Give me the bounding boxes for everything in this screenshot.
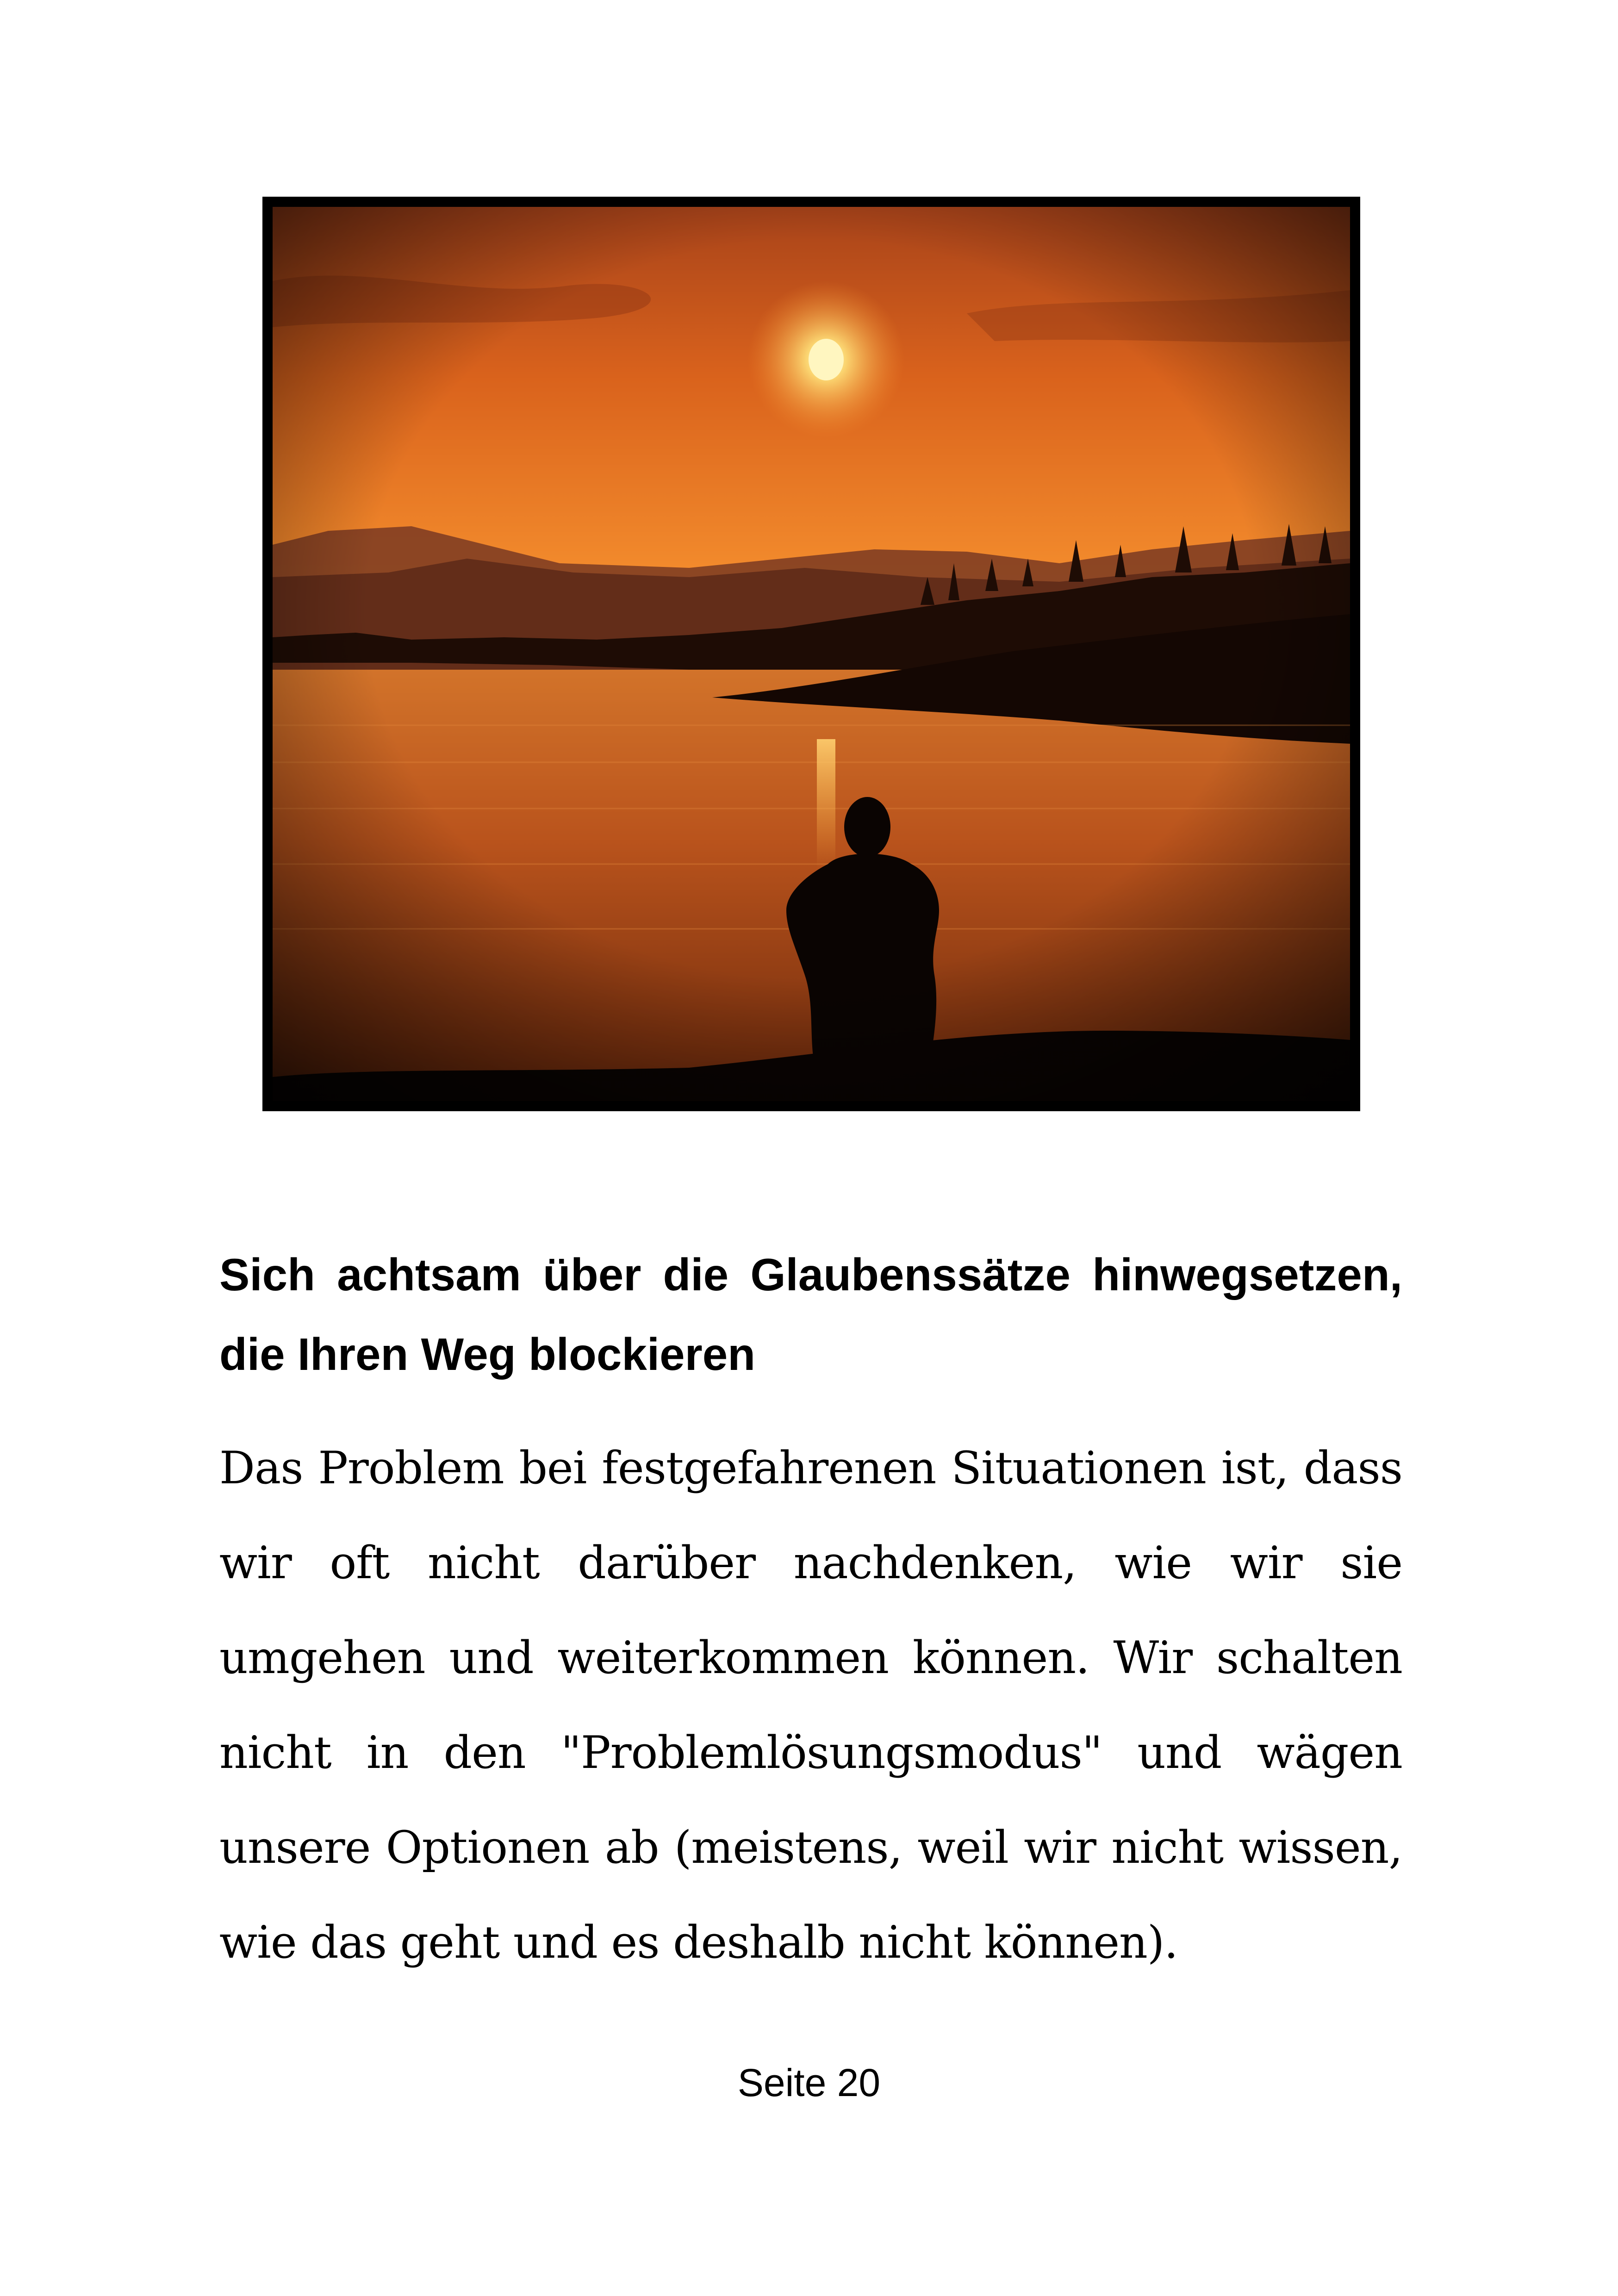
sunset-photo <box>262 197 1360 1111</box>
body-paragraph: Das Problem bei festgefahrenen Situationen ist, dass wir oft nicht darüber nachdenken, wie wir sie umgehen und weiterkommen können. Wir schalten nicht in den "Problemlösungsmodus" und wägen unsere Optionen ab (meistens, weil wir nicht wissen, wie das geht und es deshalb nicht können). <box>219 1442 1402 1968</box>
sunset-lake-image <box>273 207 1350 1101</box>
page-number: Seite 20 <box>737 2061 881 2104</box>
section-heading: Sich achtsam über die Glaubenssätze hinwegsetzen, die Ihren Weg blockieren <box>219 1249 1402 1380</box>
